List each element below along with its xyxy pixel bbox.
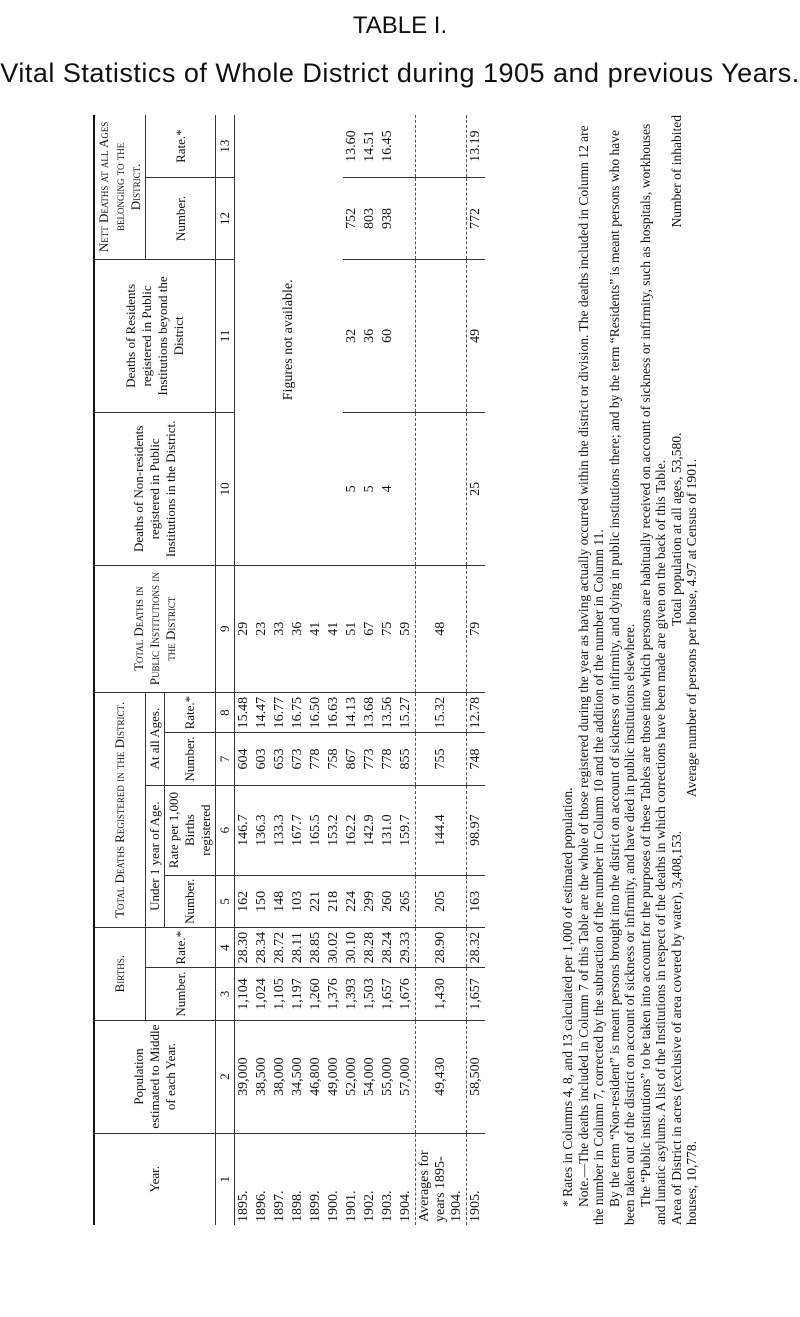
cell-pop: 34,500 xyxy=(289,1020,307,1133)
cell-nett_rate xyxy=(416,115,467,178)
cell-b_rate: 28.34 xyxy=(253,927,271,968)
cell-year: 1902. xyxy=(362,1190,377,1222)
cell-d_num: 755 xyxy=(416,733,467,785)
header-nett-deaths: Nett Deaths at all Ages belonging to the District. xyxy=(94,115,146,259)
cell-res: 49 xyxy=(467,259,486,412)
cell-nett_rate: 14.51 xyxy=(361,115,379,178)
cell-d_num: 758 xyxy=(325,733,343,785)
cell-d_num: 778 xyxy=(379,733,397,785)
cell-u_num: 265 xyxy=(397,875,416,927)
cell-u_num: 148 xyxy=(271,875,289,927)
cell-d_num: 773 xyxy=(361,733,379,785)
header-allages-rate: Rate.* xyxy=(165,692,216,733)
cell-pub: 48 xyxy=(416,565,467,692)
cell-pop: 54,000 xyxy=(361,1020,379,1133)
cell-nett_num: 803 xyxy=(361,178,379,260)
cell-b_num: 1,393 xyxy=(343,968,361,1020)
header-public-institutions: Total Deaths in Public Institutions in the District xyxy=(94,565,216,692)
footer-houses: houses, 10,778. xyxy=(684,1141,699,1225)
cell-d_num: 867 xyxy=(343,733,361,785)
header-under1-rate: Rate per 1,000 Births registered xyxy=(165,785,216,875)
cell-pub: 79 xyxy=(467,565,486,692)
cell-b_num: 1,676 xyxy=(397,968,416,1020)
header-non-residents: Deaths of Non-residents registered in Public Institutions in the District. xyxy=(94,413,216,566)
header-under-1: Under 1 year of Age. xyxy=(146,785,165,927)
cell-nett_num: 752 xyxy=(343,178,361,260)
cell-pub: 67 xyxy=(361,565,379,692)
cell-d_rate: 14.47 xyxy=(253,692,271,733)
cell-u_num: 218 xyxy=(325,875,343,927)
cell-pop: 49,000 xyxy=(325,1020,343,1133)
cell-non: 4 xyxy=(379,413,397,566)
cell-u_num: 163 xyxy=(467,875,486,927)
cell-nett_num xyxy=(397,178,416,260)
cell-u_num: 224 xyxy=(343,875,361,927)
note-columns: Note.—The deaths included in Column 7 of this Table are the whole of those registered during the year as having actually occurred within the district or division. The deaths included in Column 12 are the number in Column 7, corrected by the subtraction of the number in Column 10 and the addition of the number in Column 11. xyxy=(575,125,606,1225)
cell-b_rate: 29.33 xyxy=(397,927,416,968)
footer-line-2 xyxy=(684,115,700,1225)
cell-b_rate: 28.30 xyxy=(235,927,254,968)
note-rates: * Rates in Columns 4, 8, and 13 calculated per 1,000 of estimated population. xyxy=(560,787,575,1207)
cell-non xyxy=(397,413,416,566)
cell-b_num: 1,430 xyxy=(416,968,467,1020)
footer-inhabited: Number of inhabited xyxy=(668,115,684,228)
cell-nett_rate: 13.60 xyxy=(343,115,361,178)
cell-d_rate: 13.68 xyxy=(361,692,379,733)
column-numbers-row: 1 2 3 4 5 6 7 8 9 10 11 12 13 xyxy=(216,115,235,1225)
cell-d_rate: 16.50 xyxy=(307,692,325,733)
header-year: Year. xyxy=(94,1133,216,1225)
cell-pub: 29 xyxy=(235,565,254,692)
cell-b_num: 1,024 xyxy=(253,968,271,1020)
table-row xyxy=(343,115,361,1225)
cell-res: 60 xyxy=(379,259,397,412)
cell-year: 1905. xyxy=(468,1190,483,1222)
cell-u_num: 103 xyxy=(289,875,307,927)
cell-year: 1895. xyxy=(236,1190,251,1222)
note-institutions: The “Public institutions” to be taken into account for the purposes of these Tables are those into which persons are habitually received on account of sickness or infirmity, such as hospitals, workhouses and lunatic asylums. A list of the Institutions in respect of the deaths in which corrections have been made are given on the back of this Table. xyxy=(637,123,668,1225)
cell-b_num: 1,104 xyxy=(235,968,254,1020)
cell-d_num: 604 xyxy=(235,733,254,785)
cell-year: 1899. xyxy=(308,1190,323,1222)
cell-non: 5 xyxy=(343,413,361,566)
cell-u_rate: 98.97 xyxy=(467,785,486,875)
cell-u_rate: 167.7 xyxy=(289,785,307,875)
cell-b_rate: 28.24 xyxy=(379,927,397,968)
cell-b_rate: 28.28 xyxy=(361,927,379,968)
header-all-ages: At all Ages. xyxy=(146,692,165,785)
cell-pop: 57,000 xyxy=(397,1020,416,1133)
header-nett-rate: Rate.* xyxy=(146,115,216,178)
cell-year: 1903. xyxy=(380,1190,395,1222)
cell-year: 1898. xyxy=(290,1190,305,1222)
cell-d_rate: 16.63 xyxy=(325,692,343,733)
header-nett-number: Number. xyxy=(146,178,216,260)
cell-d_rate: 15.27 xyxy=(397,692,416,733)
table-row xyxy=(235,115,254,1225)
cell-u_rate: 153.2 xyxy=(325,785,343,875)
cell-u_rate: 165.5 xyxy=(307,785,325,875)
header-allages-number: Number. xyxy=(165,733,216,785)
cell-non xyxy=(416,413,467,566)
table-title: Vital Statistics of Whole District during 1905 and previous Years. xyxy=(0,58,800,88)
cell-nett_rate: 16.45 xyxy=(379,115,397,178)
cell-year: 1901. xyxy=(344,1190,359,1222)
cell-pop: 38,000 xyxy=(271,1020,289,1133)
header-births: Births. xyxy=(94,927,146,1020)
cell-nett_rate: 13.19 xyxy=(467,115,486,178)
header-births-rate: Rate.* xyxy=(146,927,216,968)
cell-u_rate: 144.4 xyxy=(416,785,467,875)
footer-average-persons: Average number of persons per house, 4.97 at Census of 1901. xyxy=(684,458,699,798)
table-row xyxy=(397,115,416,1225)
cell-u_rate: 146.7 xyxy=(235,785,254,875)
cell-d_num: 603 xyxy=(253,733,271,785)
cell-u_rate: 136.3 xyxy=(253,785,271,875)
footer-line-1 xyxy=(669,115,685,1225)
figures-not-available: Figures not available. xyxy=(235,115,344,565)
cell-pub: 36 xyxy=(289,565,307,692)
header-under1-number: Number. xyxy=(165,875,216,927)
cell-b_rate: 28.85 xyxy=(307,927,325,968)
cell-nett_rate xyxy=(397,115,416,178)
table-number: TABLE I. xyxy=(352,12,448,39)
cell-pop: 46,800 xyxy=(307,1020,325,1133)
cell-d_num: 673 xyxy=(289,733,307,785)
cell-b_num: 1,105 xyxy=(271,968,289,1020)
cell-u_rate: 131.0 xyxy=(379,785,397,875)
cell-d_num: 748 xyxy=(467,733,486,785)
cell-res xyxy=(397,259,416,412)
cell-b_rate: 28.72 xyxy=(271,927,289,968)
table-row xyxy=(361,115,379,1225)
cell-pop: 49,430 xyxy=(416,1020,467,1133)
cell-pub: 41 xyxy=(307,565,325,692)
cell-year: 1904. xyxy=(398,1190,413,1222)
cell-d_num: 855 xyxy=(397,733,416,785)
cell-b_rate: 28.90 xyxy=(416,927,467,968)
cell-d_rate: 14.13 xyxy=(343,692,361,733)
cell-pop: 39,000 xyxy=(235,1020,254,1133)
cell-res xyxy=(416,259,467,412)
cell-d_rate: 15.32 xyxy=(416,692,467,733)
table-row xyxy=(379,115,397,1225)
cell-pub: 23 xyxy=(253,565,271,692)
cell-year: 1896. xyxy=(254,1190,269,1222)
table-body xyxy=(235,115,486,1225)
cell-res: 32 xyxy=(343,259,361,412)
header-population: Population estimated to Middle of each Year. xyxy=(94,1020,216,1133)
footer-total-population: Total population at all ages, 53,580. xyxy=(668,432,684,626)
table-row xyxy=(416,115,467,1225)
cell-pub: 33 xyxy=(271,565,289,692)
vital-statistics-table xyxy=(93,115,563,1225)
cell-u_rate: 133.3 xyxy=(271,785,289,875)
cell-u_num: 260 xyxy=(379,875,397,927)
note-terms: By the term “Non-resident” is meant persons brought into the district on account of sickness or infirmity, and dying in public institutions there; and by the term “Residents” is meant persons who have been taken out of the district on account of sickness or infirmity, and have died in public institutions elsewhere. xyxy=(606,129,637,1225)
cell-b_num: 1,376 xyxy=(325,968,343,1020)
cell-u_num: 205 xyxy=(416,875,467,927)
cell-b_num: 1,503 xyxy=(361,968,379,1020)
cell-pop: 52,000 xyxy=(343,1020,361,1133)
cell-d_num: 653 xyxy=(271,733,289,785)
cell-pub: 41 xyxy=(325,565,343,692)
cell-u_num: 221 xyxy=(307,875,325,927)
cell-non: 25 xyxy=(467,413,486,566)
header-total-deaths: Total Deaths Registered in the District. xyxy=(94,692,146,927)
cell-b_rate: 28.32 xyxy=(467,927,486,968)
cell-nett_num xyxy=(416,178,467,260)
cell-d_num: 778 xyxy=(307,733,325,785)
table-row xyxy=(467,115,486,1225)
cell-year: Averages for years 1895-1904. xyxy=(417,1150,464,1222)
cell-pop: 55,000 xyxy=(379,1020,397,1133)
cell-year: 1900. xyxy=(326,1190,341,1222)
footer-area: Area of District in acres (exclusive of area covered by water), 3,408,153. xyxy=(668,831,684,1225)
cell-u_rate: 142.9 xyxy=(361,785,379,875)
cell-b_rate: 28.11 xyxy=(289,927,307,968)
cell-d_rate: 12.78 xyxy=(467,692,486,733)
cell-pub: 75 xyxy=(379,565,397,692)
cell-b_num: 1,657 xyxy=(467,968,486,1020)
cell-b_rate: 30.10 xyxy=(343,927,361,968)
cell-year: 1897. xyxy=(272,1190,287,1222)
cell-b_num: 1,197 xyxy=(289,968,307,1020)
cell-d_rate: 16.75 xyxy=(289,692,307,733)
cell-res: 36 xyxy=(361,259,379,412)
cell-non: 5 xyxy=(361,413,379,566)
header-births-number: Number. xyxy=(146,968,216,1020)
cell-b_rate: 30.02 xyxy=(325,927,343,968)
cell-d_rate: 13.56 xyxy=(379,692,397,733)
cell-nett_num: 772 xyxy=(467,178,486,260)
cell-u_num: 162 xyxy=(235,875,254,927)
cell-pop: 58,500 xyxy=(467,1020,486,1133)
header-residents: Deaths of Residents registered in Public Institutions beyond the District xyxy=(94,259,216,412)
notes-block xyxy=(560,115,790,1225)
cell-b_num: 1,657 xyxy=(379,968,397,1020)
cell-u_num: 150 xyxy=(253,875,271,927)
cell-pop: 38,500 xyxy=(253,1020,271,1133)
cell-u_num: 299 xyxy=(361,875,379,927)
cell-nett_num: 938 xyxy=(379,178,397,260)
cell-u_rate: 159.7 xyxy=(397,785,416,875)
cell-d_rate: 16.77 xyxy=(271,692,289,733)
cell-b_num: 1,260 xyxy=(307,968,325,1020)
cell-pub: 59 xyxy=(397,565,416,692)
cell-d_rate: 15.48 xyxy=(235,692,254,733)
cell-pub: 51 xyxy=(343,565,361,692)
cell-u_rate: 162.2 xyxy=(343,785,361,875)
